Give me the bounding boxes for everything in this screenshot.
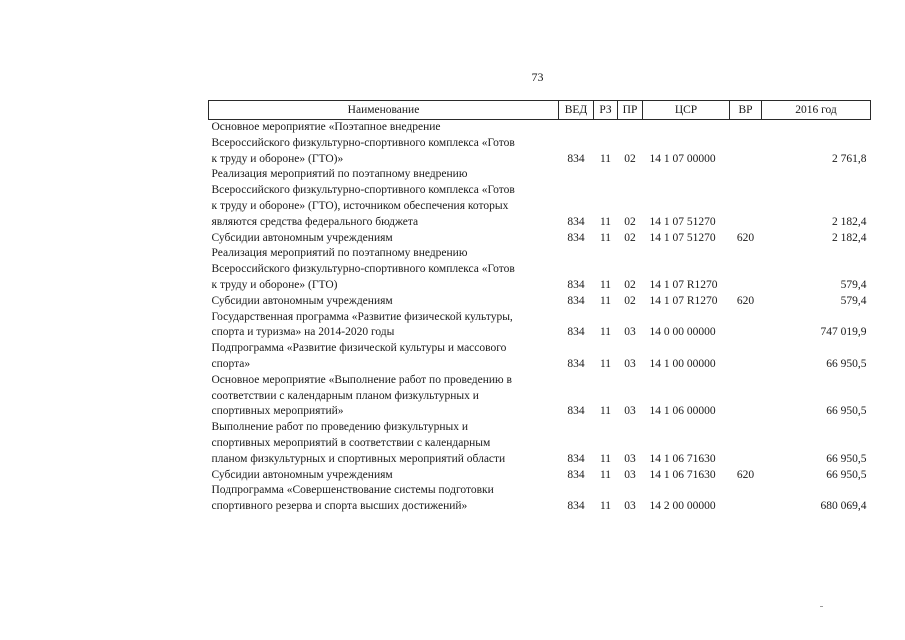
row-amount: 579,4: [840, 294, 867, 307]
row-csr: 14 1 06 00000: [649, 405, 716, 418]
row-amount: 579,4: [840, 278, 867, 291]
row-rz: 11: [599, 231, 612, 244]
row-ved: 834: [567, 231, 585, 244]
row-ved: 834: [567, 452, 585, 465]
row-rz: 11: [599, 215, 612, 228]
row-pr: 02: [624, 215, 636, 228]
row-ved: 834: [567, 278, 585, 291]
table-row: [209, 231, 871, 247]
row-pr: 02: [624, 231, 636, 244]
row-rz: 11: [599, 294, 612, 307]
row-csr: 14 2 00 00000: [649, 500, 716, 513]
table-row: [209, 310, 871, 342]
row-amount: 2 182,4: [832, 215, 867, 228]
row-vr: [730, 373, 762, 420]
row-amount: 66 950,5: [826, 357, 867, 370]
row-name: Выполнение работ по проведению физкультурных и спортивных мероприятий в соответствии с календарным планом физкультурных и спортивных мероприятий области: [211, 421, 506, 465]
table-header-row: [209, 101, 871, 120]
row-amount: 66 950,5: [826, 405, 867, 418]
header-rz: РЗ: [594, 101, 618, 120]
row-vr: [730, 420, 762, 467]
row-name: Реализация мероприятий по поэтапному внедрению Всероссийского физкультурно-спортивного комплекса «Готов к труду и обороне» (ГТО), источником обеспечения которых являются средства федерального бюджета: [211, 168, 515, 228]
row-vr: [730, 310, 762, 342]
table-row: [209, 167, 871, 230]
row-rz: 11: [599, 500, 612, 513]
row-rz: 11: [599, 405, 612, 418]
header-amount: 2016 год: [762, 101, 871, 120]
row-vr: [730, 483, 762, 515]
table-row: [209, 373, 871, 420]
row-csr: 14 1 07 51270: [649, 215, 716, 228]
row-ved: 834: [567, 152, 585, 165]
row-rz: 11: [599, 357, 612, 370]
row-ved: 834: [567, 405, 585, 418]
row-ved: 834: [567, 326, 585, 339]
row-pr: 03: [624, 452, 636, 465]
table-row: [209, 294, 871, 310]
row-csr: 14 1 06 71630: [649, 452, 716, 465]
row-amount: 680 069,4: [820, 500, 867, 513]
page-number: 73: [531, 70, 544, 84]
row-name: Реализация мероприятий по поэтапному внедрению Всероссийского физкультурно-спортивного комплекса «Готов к труду и обороне» (ГТО): [211, 247, 515, 291]
table-row: [209, 420, 871, 467]
row-vr: 620: [736, 231, 755, 244]
row-vr: [730, 341, 762, 373]
row-vr: 620: [736, 468, 755, 481]
row-name: Субсидии автономным учреждениям: [211, 231, 393, 244]
row-name: Подпрограмма «Развитие физической культуры и массового спорта»: [211, 342, 507, 370]
row-name: Основное мероприятие «Поэтапное внедрение Всероссийского физкультурно-спортивного комплекса «Готов к труду и обороне» (ГТО)»: [211, 121, 515, 165]
row-amount: 66 950,5: [826, 452, 867, 465]
scan-artifact: [820, 606, 823, 607]
row-name: Субсидии автономным учреждениям: [211, 294, 393, 307]
row-name: Подпрограмма «Совершенствование системы подготовки спортивного резерва и спорта высших достижений»: [211, 484, 494, 513]
row-amount: 2 182,4: [832, 231, 867, 244]
table-body: [209, 120, 871, 515]
header-ved: ВЕД: [559, 101, 594, 120]
row-csr: 14 1 07 R1270: [649, 294, 718, 307]
header-pr: ПР: [618, 101, 643, 120]
row-csr: 14 1 07 R1270: [649, 278, 718, 291]
table-row: [209, 341, 871, 373]
header-name: Наименование: [209, 101, 559, 120]
row-pr: 03: [624, 500, 636, 513]
row-pr: 02: [624, 294, 636, 307]
row-csr: 14 1 00 00000: [649, 357, 716, 370]
table-row: [209, 120, 871, 168]
row-pr: 03: [624, 357, 636, 370]
table-row: [209, 483, 871, 515]
budget-table: [208, 100, 871, 515]
row-pr: 03: [624, 405, 636, 418]
row-rz: 11: [599, 452, 612, 465]
row-name: Государственная программа «Развитие физической культуры, спорта и туризма» на 2014-2020 годы: [211, 310, 513, 339]
row-csr: 14 1 07 51270: [649, 231, 716, 244]
row-vr: [730, 167, 762, 230]
row-vr: 620: [736, 294, 755, 307]
row-ved: 834: [567, 500, 585, 513]
table-row: [209, 468, 871, 484]
row-csr: 14 0 00 00000: [649, 326, 716, 339]
row-ved: 834: [567, 294, 585, 307]
row-rz: 11: [599, 468, 612, 481]
row-csr: 14 1 06 71630: [649, 468, 716, 481]
row-rz: 11: [599, 278, 612, 291]
row-csr: 14 1 07 00000: [649, 152, 716, 165]
table-row: [209, 246, 871, 293]
row-name: Субсидии автономным учреждениям: [211, 468, 393, 481]
row-vr: [730, 246, 762, 293]
row-name: Основное мероприятие «Выполнение работ по проведению в соответствии с календарным планом физкультурных и спортивных мероприятий»: [211, 373, 512, 418]
row-pr: 02: [624, 278, 636, 291]
row-ved: 834: [567, 468, 585, 481]
row-pr: 03: [624, 468, 636, 481]
row-amount: 747 019,9: [820, 326, 867, 339]
row-ved: 834: [567, 215, 585, 228]
row-pr: 03: [624, 326, 636, 339]
row-rz: 11: [599, 152, 612, 165]
row-amount: 66 950,5: [826, 468, 867, 481]
row-ved: 834: [567, 357, 585, 370]
row-amount: 2 761,8: [832, 152, 867, 165]
header-csr: ЦСР: [643, 101, 730, 120]
header-vr: ВР: [730, 101, 762, 120]
row-rz: 11: [599, 326, 612, 339]
row-vr: [730, 120, 762, 168]
row-pr: 02: [624, 152, 636, 165]
